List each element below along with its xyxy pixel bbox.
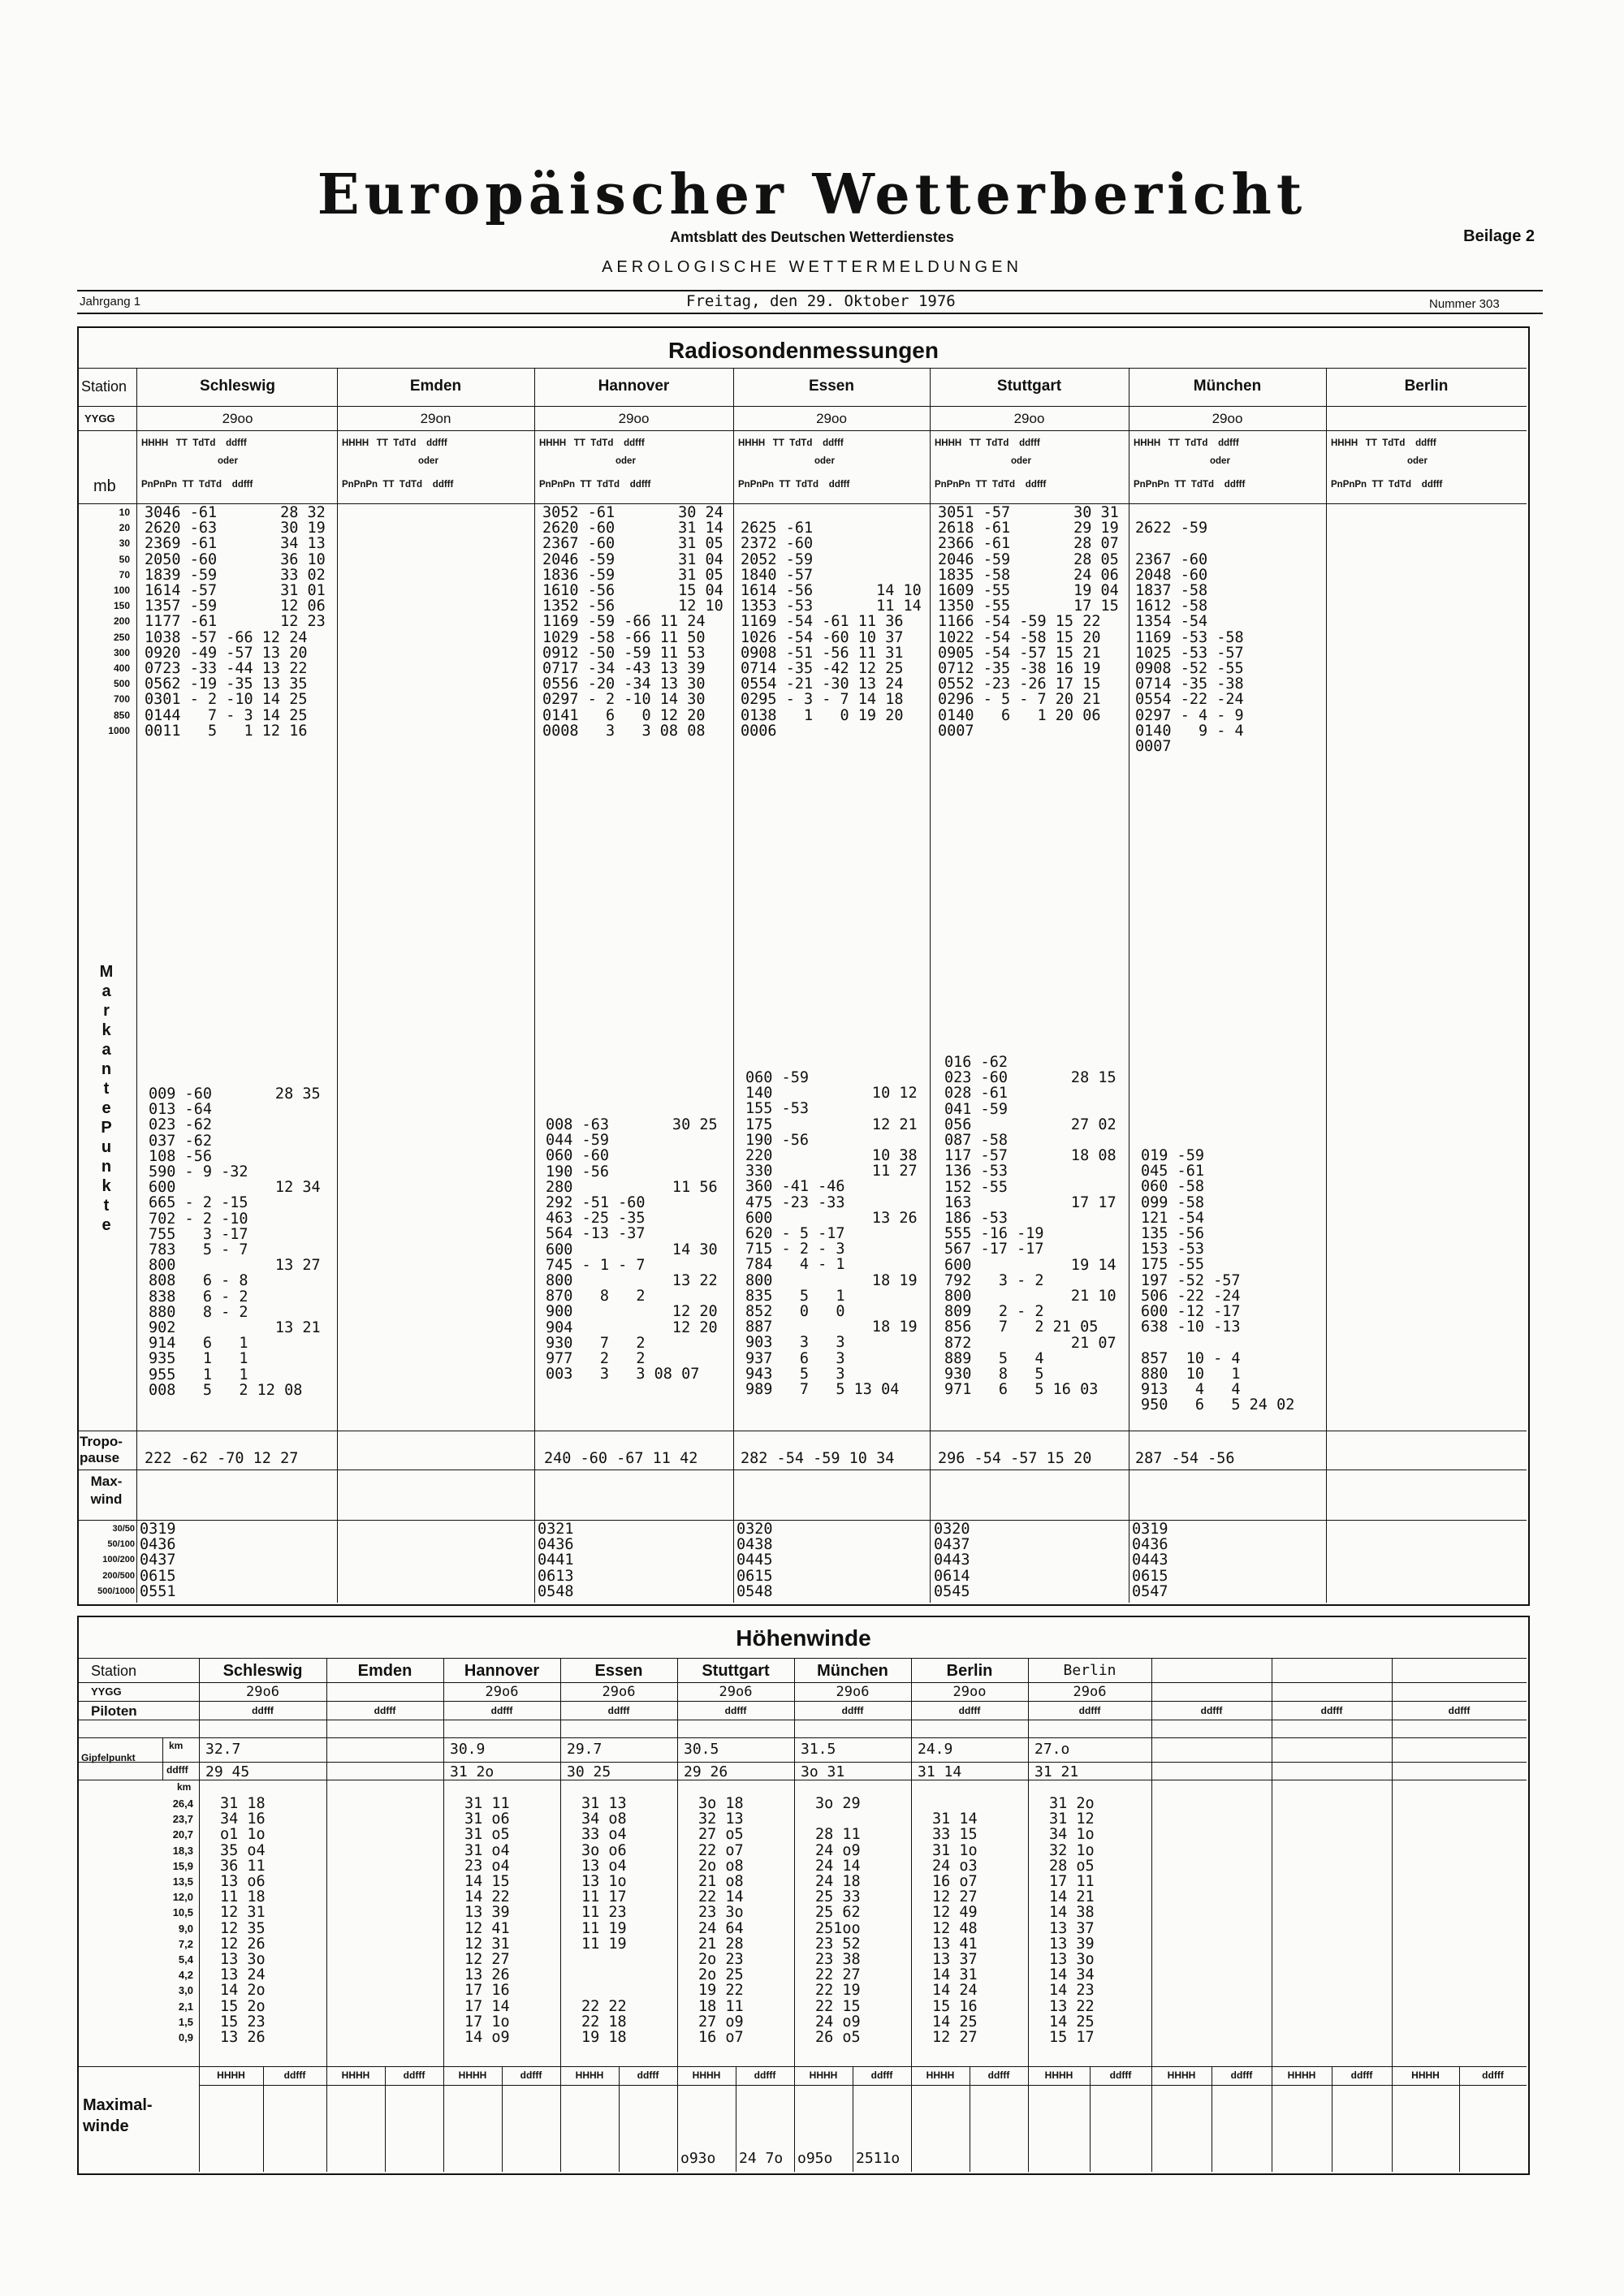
maximal-ddfff: ddfff — [520, 2069, 542, 2081]
gipfel-ddfff: 31 14 — [918, 1763, 962, 1780]
station-header: Berlin — [1404, 378, 1449, 395]
radiosonden-title: Radiosondenmessungen — [668, 338, 939, 363]
km-levels: 26,4 23,7 20,7 18,3 15,9 13,5 12,0 10,5 9,0 7,2 5,4 4,2 3,0 2,1 1,5 0,9 — [172, 1798, 193, 2044]
gipfel-ddfff: 29 45 — [205, 1763, 250, 1780]
yygg-value: 29oo — [222, 411, 253, 426]
rule — [794, 1658, 795, 2172]
gipfel-km-unit: km — [169, 1740, 184, 1751]
station-header: Stuttgart — [996, 378, 1062, 395]
markante-punkte-label: M a r k a n t e P u n k t e — [99, 963, 114, 1234]
rule — [733, 368, 734, 1603]
yygg-value: 29oo — [1013, 411, 1045, 426]
yygg-label: YYGG — [84, 412, 115, 425]
winds-station-header: Berlin — [1063, 1662, 1116, 1679]
maximal-hhhh: HHHH — [217, 2069, 245, 2081]
column-header-hhhh: HHHH TT TdTd ddfff — [141, 438, 247, 448]
piloten-ddfff: ddfff — [1078, 1705, 1101, 1716]
station-header: Emden — [409, 378, 462, 395]
winds-yygg-value: 29o6 — [719, 1684, 753, 1700]
winds-station-header: München — [817, 1662, 888, 1680]
winds-piloten-label: Piloten — [91, 1703, 137, 1719]
rule — [77, 1658, 1527, 1659]
column-header-hhhh: HHHH TT TdTd ddfff — [342, 438, 447, 448]
gipfel-km: 29.7 — [567, 1741, 603, 1758]
station-label: Station — [81, 378, 127, 395]
rule — [77, 406, 1527, 407]
page-subtitle: Amtsblatt des Deutschen Wetterdienstes — [670, 229, 954, 245]
maximal-hhhh: HHHH — [809, 2069, 838, 2081]
winds-station-header: Hannover — [464, 1662, 540, 1680]
winds-station-header: Berlin — [946, 1662, 993, 1680]
maximal-hhhh: HHHH — [692, 2069, 721, 2081]
gipfel-km: 30.9 — [450, 1741, 486, 1758]
trop-hannover: 240 -60 -67 11 42 — [544, 1450, 698, 1467]
gipfel-km: 32.7 — [205, 1741, 241, 1758]
maximal-ddfff: ddfff — [1482, 2069, 1504, 2081]
rule — [1459, 2066, 1460, 2172]
maximal-ddfff: ddfff — [403, 2069, 425, 2081]
mark-essen: 060 -59 140 10 12 155 -53 175 12 21 190 -56 220 10 38 330 11 27 360 -41 -46 475 -23 -33 600 13 26 620 - 5 -17 715 - 2 - 3 784 4 - 1 800 18 19 835 5 1 852 0 0 887 18 19 903 3 3 937 6 3 943 5 3 989 7 5 13 04 — [745, 1069, 918, 1399]
mark-schleswig: 009 -60 28 35 013 -64 023 -62 037 -62 108 -56 590 - 9 -32 600 12 34 665 - 2 -15 702 - 2 -10 755 3 -17 783 5 - 7 800 13 27 808 6 - 8 838 6 - 2 880 8 - 2 902 13 21 914 6 1 935 1 1 955 1 1 008 5 2 12 08 — [149, 1085, 321, 1399]
piloten-ddfff: ddfff — [607, 1705, 630, 1716]
maximal-hhhh: HHHH — [1044, 2069, 1073, 2081]
maximal-value: 24 7o — [739, 2150, 784, 2167]
winds-yygg-value: 29oo — [952, 1684, 987, 1700]
piloten-ddfff: ddfff — [724, 1705, 747, 1716]
winds-yygg-value: 29o6 — [836, 1684, 870, 1700]
maximal-hhhh: HHHH — [1411, 2069, 1440, 2081]
maximal-ddfff: ddfff — [754, 2069, 776, 2081]
maximal-ddfff: ddfff — [870, 2069, 893, 2081]
header-rule-top — [77, 290, 1543, 291]
mark-stuttgart: 016 -62 023 -60 28 15 028 -61 041 -59 056 27 02 087 -58 117 -57 18 08 136 -53 152 -55 163 17 17 186 -53 555 -16 -19 567 -17 -17 600 19 14 792 3 - 2 800 21 10 809 2 - 2 856 7 2 21 05 872 21 07 889 5 4 930 8 5 971 6 5 16 03 — [944, 1054, 1116, 1399]
jahrgang: Jahrgang 1 — [80, 295, 141, 309]
winds-station-header: Stuttgart — [702, 1662, 770, 1680]
maximal-hhhh: HHHH — [575, 2069, 604, 2081]
gipfel-dd-unit: ddfff — [166, 1764, 188, 1776]
rule — [77, 1682, 1527, 1683]
tropopause-label: Tropo- pause — [80, 1434, 123, 1465]
rule — [263, 2066, 264, 2172]
winds-column-data: 31 14 33 15 31 1o 24 o3 16 o7 12 27 12 49 12 48 13 41 13 37 14 31 14 24 15 16 14 25 12 27 — [932, 1810, 978, 2047]
maximal-hhhh: HHHH — [926, 2069, 955, 2081]
column-header-pnpnpn: PnPnPn TT TdTd ddfff — [1331, 480, 1443, 490]
gipfel-km: 27.o — [1034, 1741, 1070, 1758]
gipfel-ddfff: 29 26 — [684, 1763, 728, 1780]
std-essen: 2625 -61 2372 -60 2052 -59 1840 -57 1614 -56 14 10 1353 -53 11 14 1169 -54 -61 11 36 1026 -54 -60 10 37 0908 -51 -56 11 31 0714 -35 -42 12 25 0554 -21 -30 13 24 0295 - 3 - 7 14 18 0138 1 0 19 20 0006 — [741, 520, 922, 740]
column-header-hhhh: HHHH TT TdTd ddfff — [1331, 438, 1436, 448]
rule — [77, 1520, 1527, 1521]
winds-column-data: 3o 29 28 11 24 o9 24 14 24 18 25 33 25 62 251oo 23 52 23 38 22 27 22 19 22 15 24 o9 26 o5 — [815, 1795, 861, 2047]
winds-yygg-value: 29o6 — [1073, 1684, 1107, 1700]
issue-number: Nummer 303 — [1429, 297, 1500, 311]
column-header-oder: oder — [418, 456, 438, 466]
column-header-pnpnpn: PnPnPn TT TdTd ddfff — [141, 480, 253, 490]
rule — [1392, 1658, 1393, 2172]
rule — [77, 1701, 1527, 1702]
rule — [1151, 1658, 1152, 2172]
rule — [443, 1658, 444, 2172]
winds-column-data: 31 11 31 o6 31 o5 31 o4 23 o4 14 15 14 22 13 39 12 41 12 31 12 27 13 26 17 16 17 14 17 1o 14 o9 — [464, 1795, 510, 2047]
layer-levels: 30/50 50/100 100/200 200/500 500/1000 — [97, 1524, 135, 1596]
gipfel-ddfff: 31 21 — [1034, 1763, 1079, 1780]
column-header-hhhh: HHHH TT TdTd ddfff — [539, 438, 645, 448]
rule — [199, 1658, 200, 2172]
std-stuttgart: 3051 -57 30 31 2618 -61 29 19 2366 -61 28 07 2046 -59 28 05 1835 -58 24 06 1609 -55 19 04 1350 -55 17 15 1166 -54 -59 15 22 1022 -54 -58 15 20 0905 -54 -57 15 21 0712 -35 -38 16 19 0552 -23 -26 17 15 0296 - 5 - 7 20 21 0140 6 1 20 06 0007 — [938, 504, 1119, 740]
layer-stuttgart: 0320 0437 0443 0614 0545 — [934, 1521, 970, 1600]
rule — [77, 430, 1527, 431]
winds-yygg-value: 29o6 — [602, 1684, 636, 1700]
column-header-oder: oder — [218, 456, 238, 466]
yygg-value: 29on — [420, 411, 451, 426]
rule — [199, 2085, 1527, 2086]
rule — [1326, 368, 1327, 1603]
std-hannover: 3052 -61 30 24 2620 -60 31 14 2367 -60 31 05 2046 -59 31 04 1836 -59 31 05 1610 -56 15 04 1352 -56 12 10 1169 -59 -66 11 24 1029 -58 -66 11 50 0912 -50 -59 11 53 0717 -34 -43 13 39 0556 -20 -34 13 30 0297 - 2 -10 14 30 0141 6 0 12 20 0008 3 3 08 08 — [542, 504, 723, 740]
column-header-oder: oder — [615, 456, 636, 466]
rule — [677, 1658, 678, 2172]
piloten-ddfff: ddfff — [1320, 1705, 1343, 1716]
station-header: Hannover — [598, 378, 670, 395]
rule — [502, 2066, 503, 2172]
gipfel-km: 30.5 — [684, 1741, 719, 1758]
winds-station-header: Emden — [357, 1662, 412, 1680]
rule — [77, 2066, 1527, 2067]
std-schleswig: 3046 -61 28 32 2620 -63 30 19 2369 -61 34 13 2050 -60 36 10 1839 -59 33 02 1614 -57 31 01 1357 -59 12 06 1177 -61 12 23 1038 -57 -66 12 24 0920 -49 -57 13 20 0723 -33 -44 13 22 0562 -19 -35 13 35 0301 - 2 -10 14 25 0144 7 - 3 14 25 0011 5 1 12 16 — [145, 504, 326, 740]
column-header-hhhh: HHHH TT TdTd ddfff — [738, 438, 844, 448]
maximalwinde-label: Maximal- winde — [83, 2096, 153, 2135]
gipfel-km: 31.5 — [801, 1741, 836, 1758]
rule — [534, 368, 535, 1603]
layer-hannover: 0321 0436 0441 0613 0548 — [538, 1521, 574, 1600]
maxwind-label: Max- wind — [90, 1474, 123, 1507]
trop-stuttgart: 296 -54 -57 15 20 — [938, 1450, 1092, 1467]
rule — [77, 1737, 1527, 1738]
winds-station-header: Schleswig — [222, 1662, 303, 1680]
yygg-value: 29oo — [816, 411, 847, 426]
gipfel-ddfff: 3o 31 — [801, 1763, 845, 1780]
mb-label: mb — [93, 477, 116, 495]
winds-yygg-value: 29o6 — [485, 1684, 519, 1700]
column-header-oder: oder — [1011, 456, 1031, 466]
piloten-ddfff: ddfff — [841, 1705, 864, 1716]
piloten-ddfff: ddfff — [252, 1705, 274, 1716]
winds-column-data: 31 2o 31 12 34 1o 32 1o 28 o5 17 11 14 21 14 38 13 37 13 39 13 3o 14 34 14 23 13 22 14 25 15 17 — [1049, 1795, 1095, 2047]
column-header-hhhh: HHHH TT TdTd ddfff — [1134, 438, 1239, 448]
layer-muenchen: 0319 0436 0443 0615 0547 — [1132, 1521, 1168, 1600]
maximal-hhhh: HHHH — [1167, 2069, 1196, 2081]
column-header-pnpnpn: PnPnPn TT TdTd ddfff — [342, 480, 454, 490]
mark-muenchen: 019 -59 045 -61 060 -58 099 -58 121 -54 135 -56 153 -53 175 -55 197 -52 -57 506 -22 -24 600 -12 -17 638 -10 -13 857 10 - 4 880 10 1 913 4 4 950 6 5 24 02 — [1141, 1147, 1295, 1414]
gipfelpunkt-label: Gipfelpunkt — [81, 1752, 136, 1763]
trop-muenchen: 287 -54 -56 — [1135, 1450, 1235, 1467]
winds-yygg-value: 29o6 — [246, 1684, 279, 1700]
column-header-oder: oder — [814, 456, 835, 466]
winds-station-header: Essen — [594, 1662, 643, 1680]
beilage-label: Beilage 2 — [1463, 227, 1535, 245]
header-rule-bottom — [77, 313, 1543, 314]
rule — [911, 1658, 912, 2172]
maximal-ddfff: ddfff — [1350, 2069, 1373, 2081]
yygg-value: 29oo — [1212, 411, 1243, 426]
yygg-value: 29oo — [618, 411, 650, 426]
gipfel-ddfff: 31 2o — [450, 1763, 495, 1780]
piloten-ddfff: ddfff — [374, 1705, 396, 1716]
rule — [1028, 1658, 1029, 2172]
piloten-ddfff: ddfff — [490, 1705, 513, 1716]
station-header: München — [1193, 378, 1262, 395]
rule — [385, 2066, 386, 2172]
std-muenchen: 2622 -59 2367 -60 2048 -60 1837 -58 1612 -58 1354 -54 1169 -53 -58 1025 -53 -57 0908 -52 -55 0714 -35 -38 0554 -22 -24 0297 - 4 - 9 0140 9 - 4 0007 — [1135, 520, 1244, 756]
maximal-ddfff: ddfff — [283, 2069, 306, 2081]
rule — [560, 1658, 561, 2172]
hoehenwinde-title: Höhenwinde — [736, 1625, 871, 1651]
maximal-ddfff: ddfff — [637, 2069, 659, 2081]
winds-column-data: 31 13 34 o8 33 o4 3o o6 13 o4 13 1o 11 17 11 23 11 19 11 19 22 22 22 18 19 18 — [581, 1795, 627, 2047]
maximal-hhhh: HHHH — [458, 2069, 487, 2081]
winds-column-data: 3o 18 32 13 27 o5 22 o7 2o o8 21 o8 22 14 23 3o 24 64 21 28 2o 23 2o 25 19 22 18 11 27 o9 16 o7 — [698, 1795, 744, 2047]
trop-essen: 282 -54 -59 10 34 — [741, 1450, 895, 1467]
page-title: Europäischer Wetterbericht — [317, 162, 1307, 227]
rule — [619, 2066, 620, 2172]
rule — [162, 1737, 163, 1780]
winds-column-data: 31 18 34 16 o1 1o 35 o4 36 11 13 o6 11 18 12 31 12 35 12 26 13 3o 13 24 14 2o 15 2o 15 23 13 26 — [220, 1795, 266, 2047]
winds-station-label: Station — [91, 1663, 137, 1679]
rule — [337, 368, 338, 1603]
column-header-pnpnpn: PnPnPn TT TdTd ddfff — [935, 480, 1047, 490]
maximal-value: 2511o — [856, 2150, 901, 2167]
column-header-pnpnpn: PnPnPn TT TdTd ddfff — [1134, 480, 1246, 490]
rule — [1090, 2066, 1091, 2172]
maximal-ddfff: ddfff — [987, 2069, 1010, 2081]
layer-schleswig: 0319 0436 0437 0615 0551 — [140, 1521, 176, 1600]
maximal-hhhh: HHHH — [341, 2069, 370, 2081]
column-header-pnpnpn: PnPnPn TT TdTd ddfff — [738, 480, 850, 490]
winds-yygg-label: YYGG — [91, 1685, 122, 1698]
maximal-value: o95o — [797, 2150, 833, 2167]
rule — [77, 1762, 1527, 1763]
column-header-oder: oder — [1210, 456, 1230, 466]
rule — [930, 368, 931, 1603]
maximal-ddfff: ddfff — [1230, 2069, 1253, 2081]
piloten-ddfff: ddfff — [1448, 1705, 1471, 1716]
rule — [136, 368, 137, 1603]
mark-hannover: 008 -63 30 25 044 -59 060 -60 190 -56 280 11 56 292 -51 -60 463 -25 -35 564 -13 -37 600 14 30 745 - 1 - 7 800 13 22 870 8 2 900 12 20 904 12 20 930 7 2 977 2 2 003 3 3 08 07 — [546, 1116, 718, 1383]
gipfel-ddfff: 30 25 — [567, 1763, 611, 1780]
station-header: Essen — [809, 378, 854, 395]
maximal-value: o93o — [680, 2150, 716, 2167]
column-header-oder: oder — [1407, 456, 1427, 466]
trop-schleswig: 222 -62 -70 12 27 — [145, 1450, 299, 1467]
maximal-ddfff: ddfff — [1109, 2069, 1132, 2081]
piloten-ddfff: ddfff — [1200, 1705, 1223, 1716]
issue-date: Freitag, den 29. Oktober 1976 — [686, 292, 956, 310]
column-header-hhhh: HHHH TT TdTd ddfff — [935, 438, 1040, 448]
layer-essen: 0320 0438 0445 0615 0548 — [736, 1521, 773, 1600]
rule — [77, 368, 1527, 369]
rule — [326, 1658, 327, 2172]
piloten-ddfff: ddfff — [958, 1705, 981, 1716]
mb-levels: 10 20 30 50 70 100 150 200 250 300 400 500 700 850 1000 — [108, 507, 130, 736]
gipfel-km: 24.9 — [918, 1741, 953, 1758]
station-header: Schleswig — [200, 378, 275, 395]
maximal-hhhh: HHHH — [1287, 2069, 1316, 2081]
km-levels-unit: km — [177, 1781, 192, 1793]
section-heading: AEROLOGISCHE WETTERMELDUNGEN — [602, 258, 1022, 276]
column-header-pnpnpn: PnPnPn TT TdTd ddfff — [539, 480, 651, 490]
